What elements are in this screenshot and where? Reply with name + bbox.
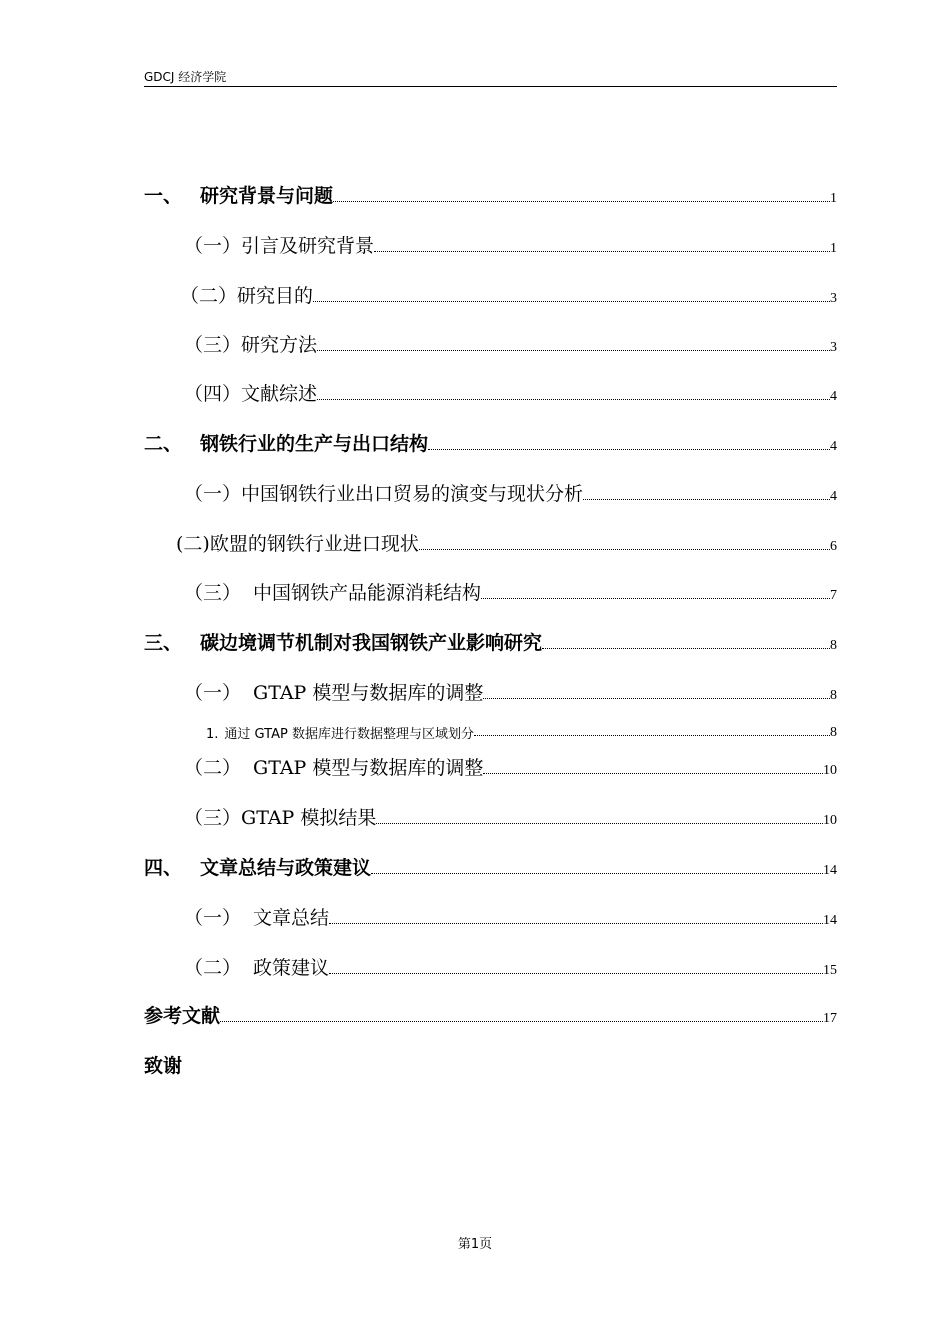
toc-entry-title: 文献综述	[241, 383, 318, 405]
dot-leader	[483, 773, 823, 774]
toc-entry-title: 致谢	[144, 1055, 183, 1077]
toc-entry-label	[184, 479, 583, 506]
toc-entry-title: 欧盟的钢铁行业进口现状	[209, 533, 419, 555]
toc-entry-page: 17	[823, 1011, 837, 1026]
dot-leader	[313, 301, 830, 302]
toc-entry-number: （二）	[184, 957, 242, 979]
toc-entry[interactable]	[144, 327, 837, 357]
toc-entry-label	[144, 1001, 220, 1028]
toc-entry-title: 中国钢铁行业出口贸易的演变与现状分析	[241, 483, 584, 505]
toc-entry-title: GTAP 模型与数据库的调整	[253, 757, 484, 779]
dot-leader	[333, 201, 830, 202]
dot-leader	[220, 1021, 823, 1022]
toc-entry-page: 14	[823, 913, 837, 928]
toc-entry-title: 文章总结	[253, 907, 330, 929]
toc-entry-page: 8	[830, 688, 837, 703]
dot-leader	[583, 499, 830, 500]
toc-entry-title: 政策建议	[253, 957, 330, 979]
toc-entry[interactable]	[144, 675, 837, 705]
toc-entry-number: （一）	[184, 907, 242, 929]
toc-entry-page: 4	[830, 489, 837, 504]
toc-entry-label	[184, 330, 317, 357]
toc-entry-page: 1	[830, 241, 837, 256]
header-text: GDCJ 经济学院	[144, 70, 227, 84]
dot-leader	[317, 350, 830, 351]
toc-entry-label	[184, 803, 376, 830]
toc-entry-label	[184, 753, 483, 780]
toc-entry-label	[184, 903, 329, 930]
dot-leader	[428, 449, 830, 450]
dot-leader	[374, 251, 830, 252]
dot-leader	[376, 823, 823, 824]
toc-entry-title: 研究背景与问题	[200, 185, 334, 207]
toc-entry-title: 中国钢铁产品能源消耗结构	[253, 582, 482, 604]
toc-entry-page: 4	[830, 439, 837, 454]
toc-entry-page: 1	[830, 191, 837, 206]
toc-entry[interactable]	[144, 278, 837, 308]
toc-entry-number: （二）	[180, 285, 238, 307]
toc-entry-title: 引言及研究背景	[241, 235, 375, 257]
toc-entry-page: 15	[823, 963, 837, 978]
toc-entry-label	[180, 281, 313, 308]
toc-entry-label	[184, 379, 317, 406]
dot-leader	[483, 698, 830, 699]
toc-entry-page: 8	[830, 638, 837, 653]
toc-entry[interactable]	[144, 476, 837, 506]
toc-entry-title: 通过 GTAP 数据库进行数据整理与区域划分	[224, 727, 474, 742]
toc-entry[interactable]	[144, 426, 837, 456]
dot-leader	[329, 973, 823, 974]
toc-entry-page: 4	[830, 389, 837, 404]
toc-entry-label	[184, 578, 481, 605]
toc-entry[interactable]	[144, 800, 837, 830]
toc-entry-label	[144, 1051, 182, 1078]
toc-entry-page: 7	[830, 588, 837, 603]
dot-leader	[542, 648, 830, 649]
toc-entry-title: GTAP 模型与数据库的调整	[253, 682, 484, 704]
toc-entry[interactable]	[144, 1048, 837, 1078]
toc-entry[interactable]	[144, 178, 837, 208]
toc-entry-label	[206, 723, 474, 742]
toc-entry-number: 1.	[206, 727, 219, 742]
dot-leader	[317, 399, 830, 400]
toc-entry-title: 文章总结与政策建议	[200, 857, 372, 879]
toc-entry-label	[184, 953, 329, 980]
toc-entry[interactable]	[144, 850, 837, 880]
toc-entry-number: 四、	[144, 857, 183, 879]
toc-entry-number: （一）	[184, 483, 242, 505]
toc-entry-number: （三）	[184, 807, 242, 829]
toc-entry-number: （三）	[184, 582, 242, 604]
toc-entry-title: 钢铁行业的生产与出口结构	[200, 433, 429, 455]
toc-entry-number: 一、	[144, 185, 183, 207]
toc-entry-number: （一）	[184, 682, 242, 704]
toc-entry[interactable]	[144, 228, 837, 258]
toc-entry[interactable]	[144, 575, 837, 605]
toc-entry[interactable]	[144, 625, 837, 655]
toc-entry-label	[184, 678, 483, 705]
toc-entry-number: (二)	[176, 533, 210, 555]
dot-leader	[474, 735, 830, 736]
toc-entry-label	[144, 628, 542, 655]
toc-entry[interactable]	[144, 900, 837, 930]
toc-entry[interactable]	[144, 950, 837, 980]
toc-entry-label	[144, 429, 428, 456]
toc-entry-page: 3	[830, 340, 837, 355]
toc-entry[interactable]	[144, 712, 837, 742]
toc-entry-title: 碳边境调节机制对我国钢铁产业影响研究	[200, 632, 543, 654]
toc-entry-page: 6	[830, 539, 837, 554]
dot-leader	[481, 598, 830, 599]
toc-entry-title: 参考文献	[144, 1005, 221, 1027]
dot-leader	[329, 923, 823, 924]
toc-entry-number: 三、	[144, 632, 183, 654]
toc-entry-title: 研究方法	[241, 334, 318, 356]
page-number-footer: 第1页	[457, 1237, 493, 1252]
toc-entry-page: 10	[823, 763, 837, 778]
toc-entry[interactable]	[144, 998, 837, 1028]
toc-entry-number: （二）	[184, 757, 242, 779]
toc-entry-title: 研究目的	[237, 285, 314, 307]
toc-entry-number: （三）	[184, 334, 242, 356]
toc-entry[interactable]	[144, 526, 837, 556]
toc-entry-page: 10	[823, 813, 837, 828]
toc-entry[interactable]	[144, 750, 837, 780]
toc-entry-number: （四）	[184, 383, 242, 405]
toc-entry[interactable]	[144, 376, 837, 406]
toc-entry-page: 3	[830, 291, 837, 306]
dot-leader	[419, 549, 830, 550]
toc-entry-label	[144, 181, 333, 208]
toc-entry-page: 8	[830, 725, 837, 740]
toc-entry-page: 14	[823, 863, 837, 878]
toc-entry-title: GTAP 模拟结果	[241, 807, 377, 829]
toc-entry-label	[184, 231, 374, 258]
toc-entry-label	[144, 853, 371, 880]
toc-entry-label	[176, 529, 419, 556]
dot-leader	[371, 873, 823, 874]
toc-entry-number: 二、	[144, 433, 183, 455]
toc-entry-number: （一）	[184, 235, 242, 257]
